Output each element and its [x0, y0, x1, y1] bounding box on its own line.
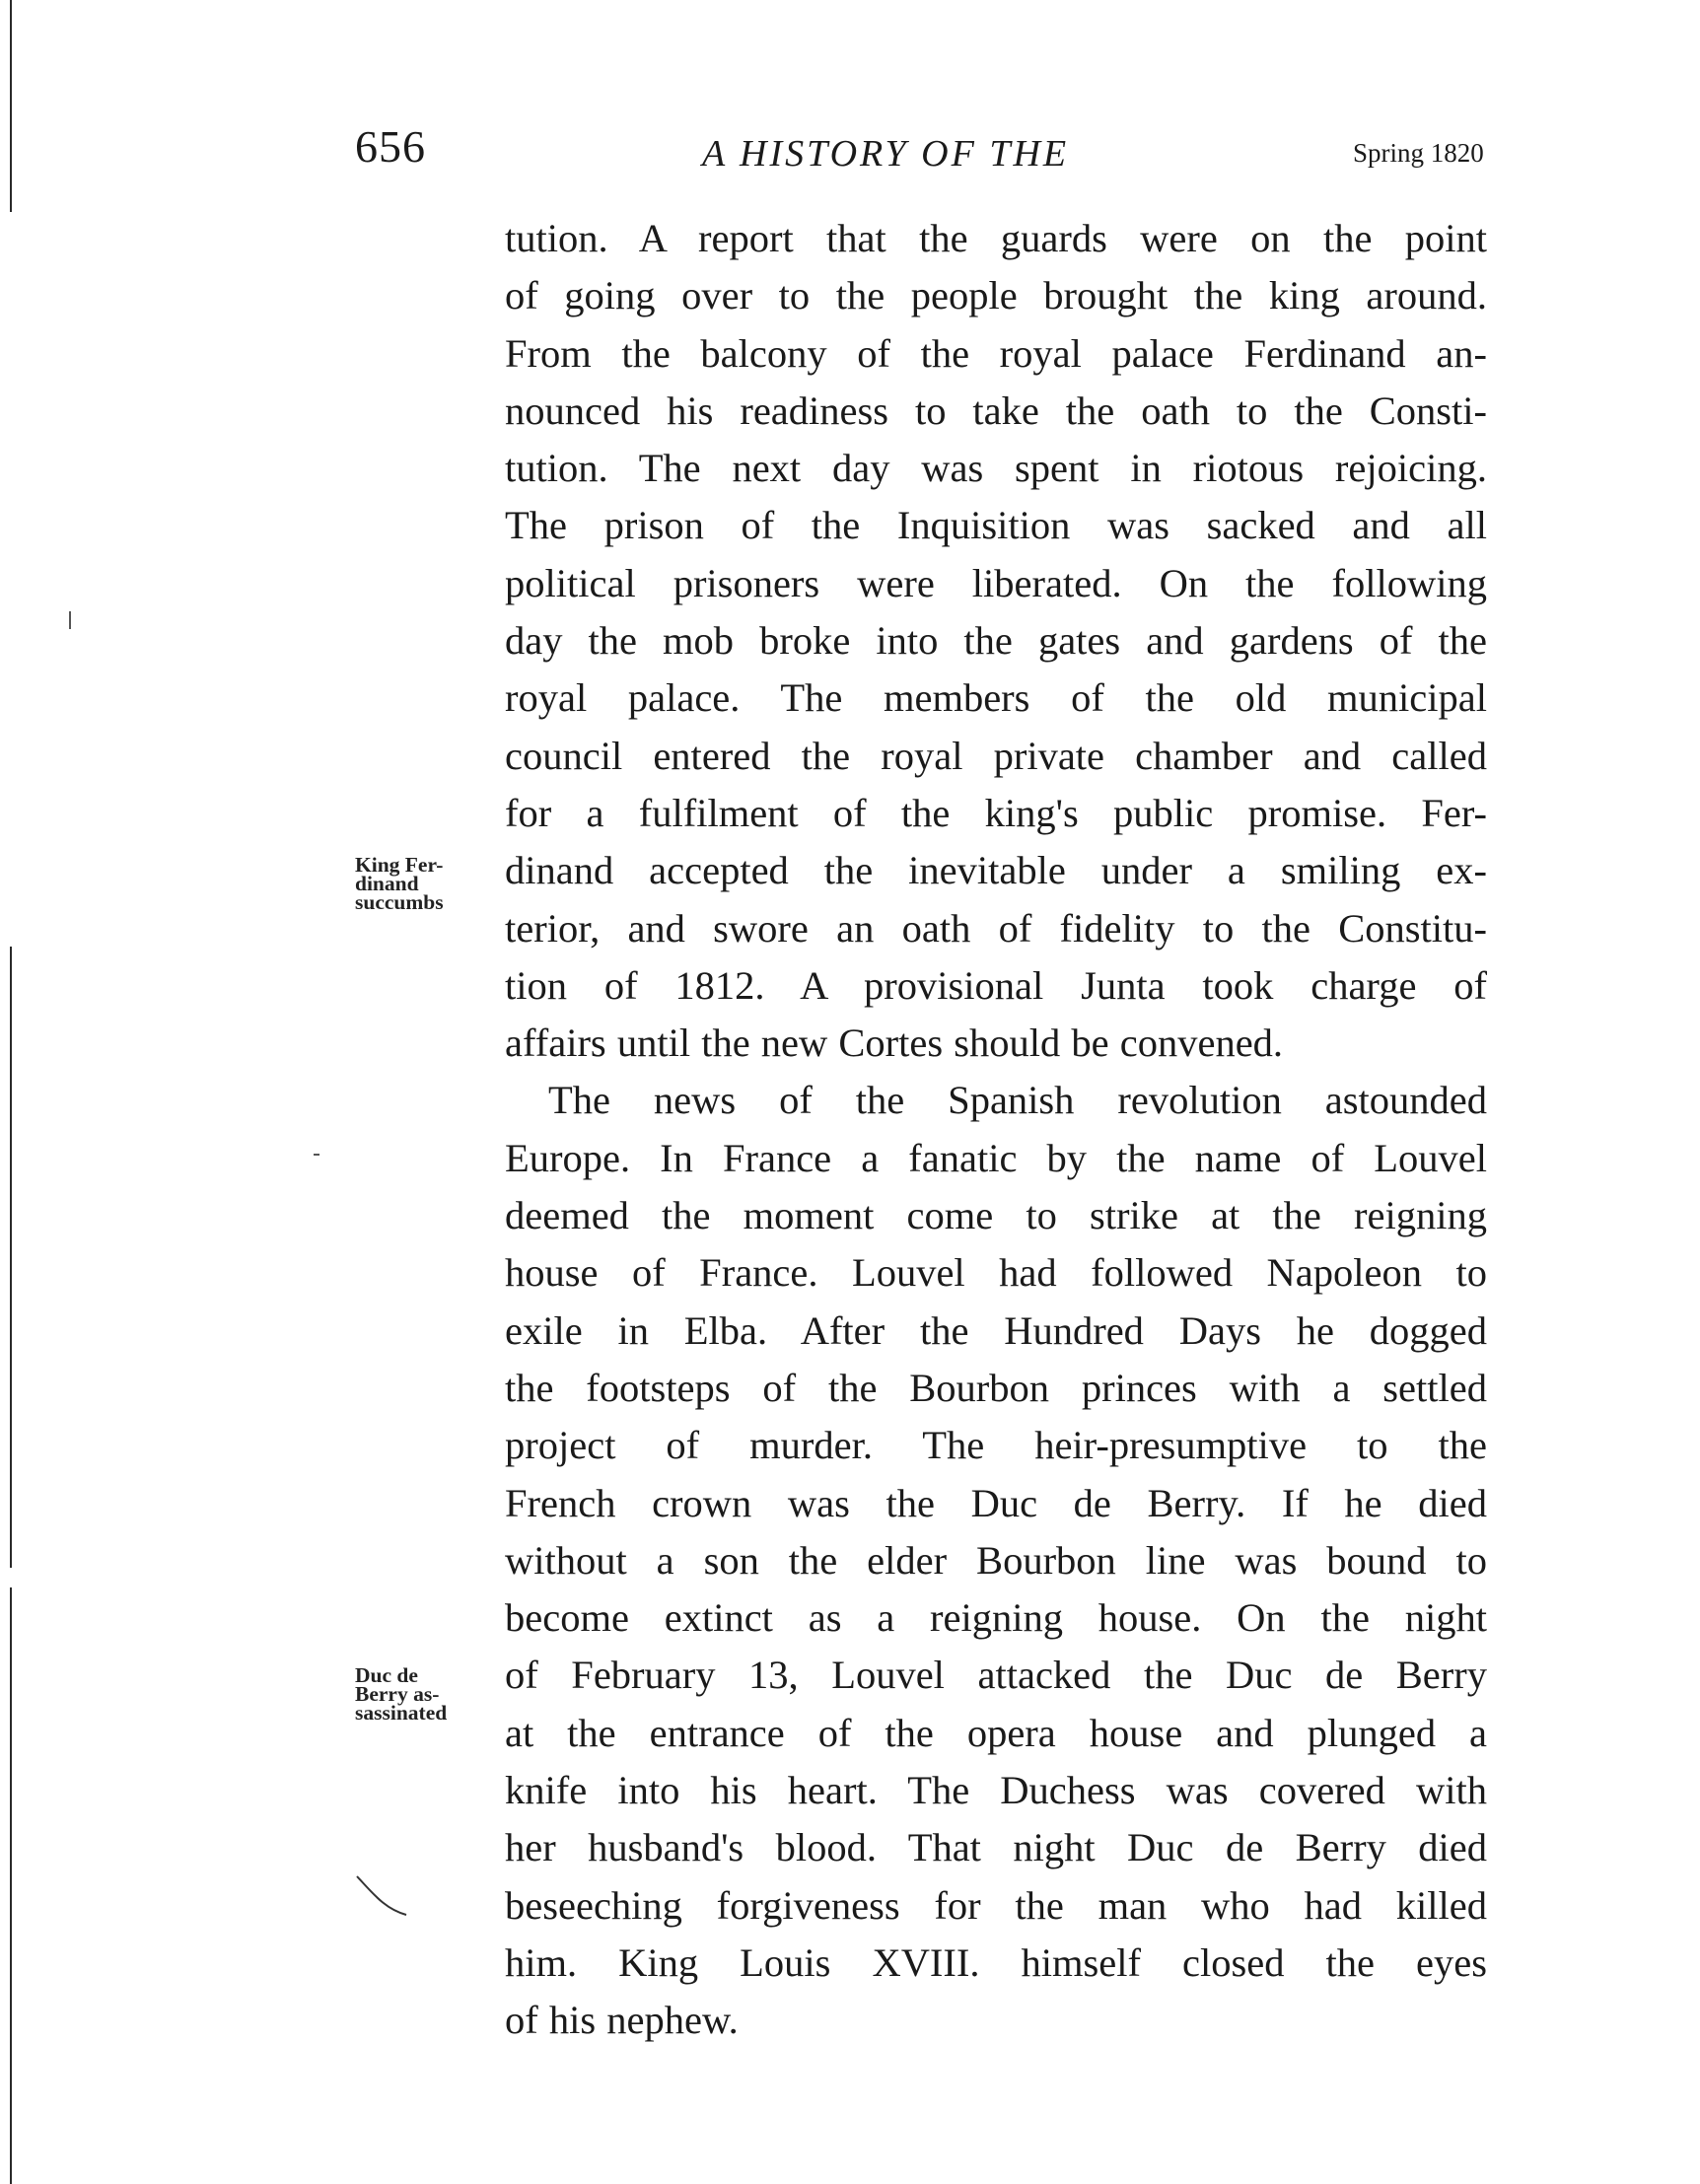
text-line: her husband's blood. That night Duc de Berry died — [505, 1825, 1487, 1870]
text-line: dinand accepted the inevitable under a smiling ex- — [505, 848, 1487, 893]
text-line: knife into his heart. The Duchess was covered with — [505, 1768, 1487, 1813]
scan-edge-line-middle — [10, 947, 12, 1568]
side-note-line: succumbs — [355, 890, 444, 914]
side-note-line: Berry as- — [355, 1682, 440, 1706]
text-line: French crown was the Duc de Berry. If he died — [505, 1480, 1487, 1525]
running-date: Spring 1820 — [1353, 138, 1484, 168]
text-line: terior, and swore an oath of fidelity to the Constitu- — [505, 905, 1487, 951]
text-line: for a fulfilment of the king's public promise. Fer- — [505, 790, 1487, 835]
body-text — [505, 210, 1487, 2050]
text-line: at the entrance of the opera house and plunged a — [505, 1710, 1487, 1755]
text-line: The news of the Spanish revolution astounded — [548, 1078, 1487, 1123]
text-line: of his nephew. — [505, 1998, 739, 2043]
text-line: From the balcony of the royal palace Ferdinand an- — [505, 330, 1487, 376]
side-note-line: dinand — [355, 872, 419, 895]
scan-edge-line-top — [10, 0, 12, 212]
text-line: political prisoners were liberated. On the following — [505, 560, 1487, 605]
side-note-duc-de-berry — [355, 1663, 448, 1725]
text-line: royal palace. The members of the old municipal — [505, 675, 1487, 721]
text-line: The prison of the Inquisition was sacked and all — [505, 503, 1487, 548]
text-line: of going over to the people brought the king around. — [505, 273, 1487, 318]
side-note-line: sassinated — [355, 1701, 448, 1725]
text-line: affairs until the new Cortes should be convened. — [505, 1021, 1284, 1066]
side-note-king-ferdinand — [355, 853, 444, 914]
text-line: Europe. In France a fanatic by the name of Louvel — [505, 1135, 1487, 1180]
text-line: the footsteps of the Bourbon princes with a settled — [505, 1365, 1487, 1410]
text-line: of February 13, Louvel attacked the Duc de Berry — [505, 1653, 1487, 1698]
text-line: day the mob broke into the gates and gardens of the — [505, 618, 1487, 664]
text-line: tution. A report that the guards were on the point — [505, 216, 1487, 260]
text-line: council entered the royal private chamber and called — [505, 733, 1487, 778]
pen-stroke-mark — [355, 1873, 414, 1923]
text-line: him. King Louis XVIII. himself closed the eyes — [505, 1939, 1487, 1985]
text-line: become extinct as a reigning house. On the night — [505, 1595, 1487, 1641]
pen-stroke-path — [357, 1876, 406, 1915]
text-line: deemed the moment come to strike at the reigning — [505, 1193, 1487, 1238]
page-number: 656 — [355, 121, 426, 172]
side-note-line: Duc de — [355, 1663, 418, 1687]
side-note-line: King Fer- — [355, 853, 444, 877]
text-line: house of France. Louvel had followed Napoleon to — [505, 1250, 1487, 1296]
text-line: exile in Elba. After the Hundred Days he dogged — [505, 1307, 1487, 1353]
text-line: without a son the elder Bourbon line was bound to — [505, 1537, 1487, 1583]
text-line: nounced his readiness to take the oath to the Consti- — [505, 387, 1487, 433]
scan-mark — [314, 1154, 319, 1156]
scan-mark — [69, 611, 71, 629]
running-title: A HISTORY OF THE — [702, 133, 1070, 175]
text-line: beseeching forgiveness for the man who had killed — [505, 1882, 1487, 1928]
text-line: project of murder. The heir-presumptive to the — [505, 1423, 1487, 1468]
scan-edge-line-bottom — [10, 1587, 12, 2184]
text-line: tion of 1812. A provisional Junta took charge of — [505, 962, 1487, 1008]
text-line: tution. The next day was spent in riotous rejoicing. — [505, 446, 1487, 491]
